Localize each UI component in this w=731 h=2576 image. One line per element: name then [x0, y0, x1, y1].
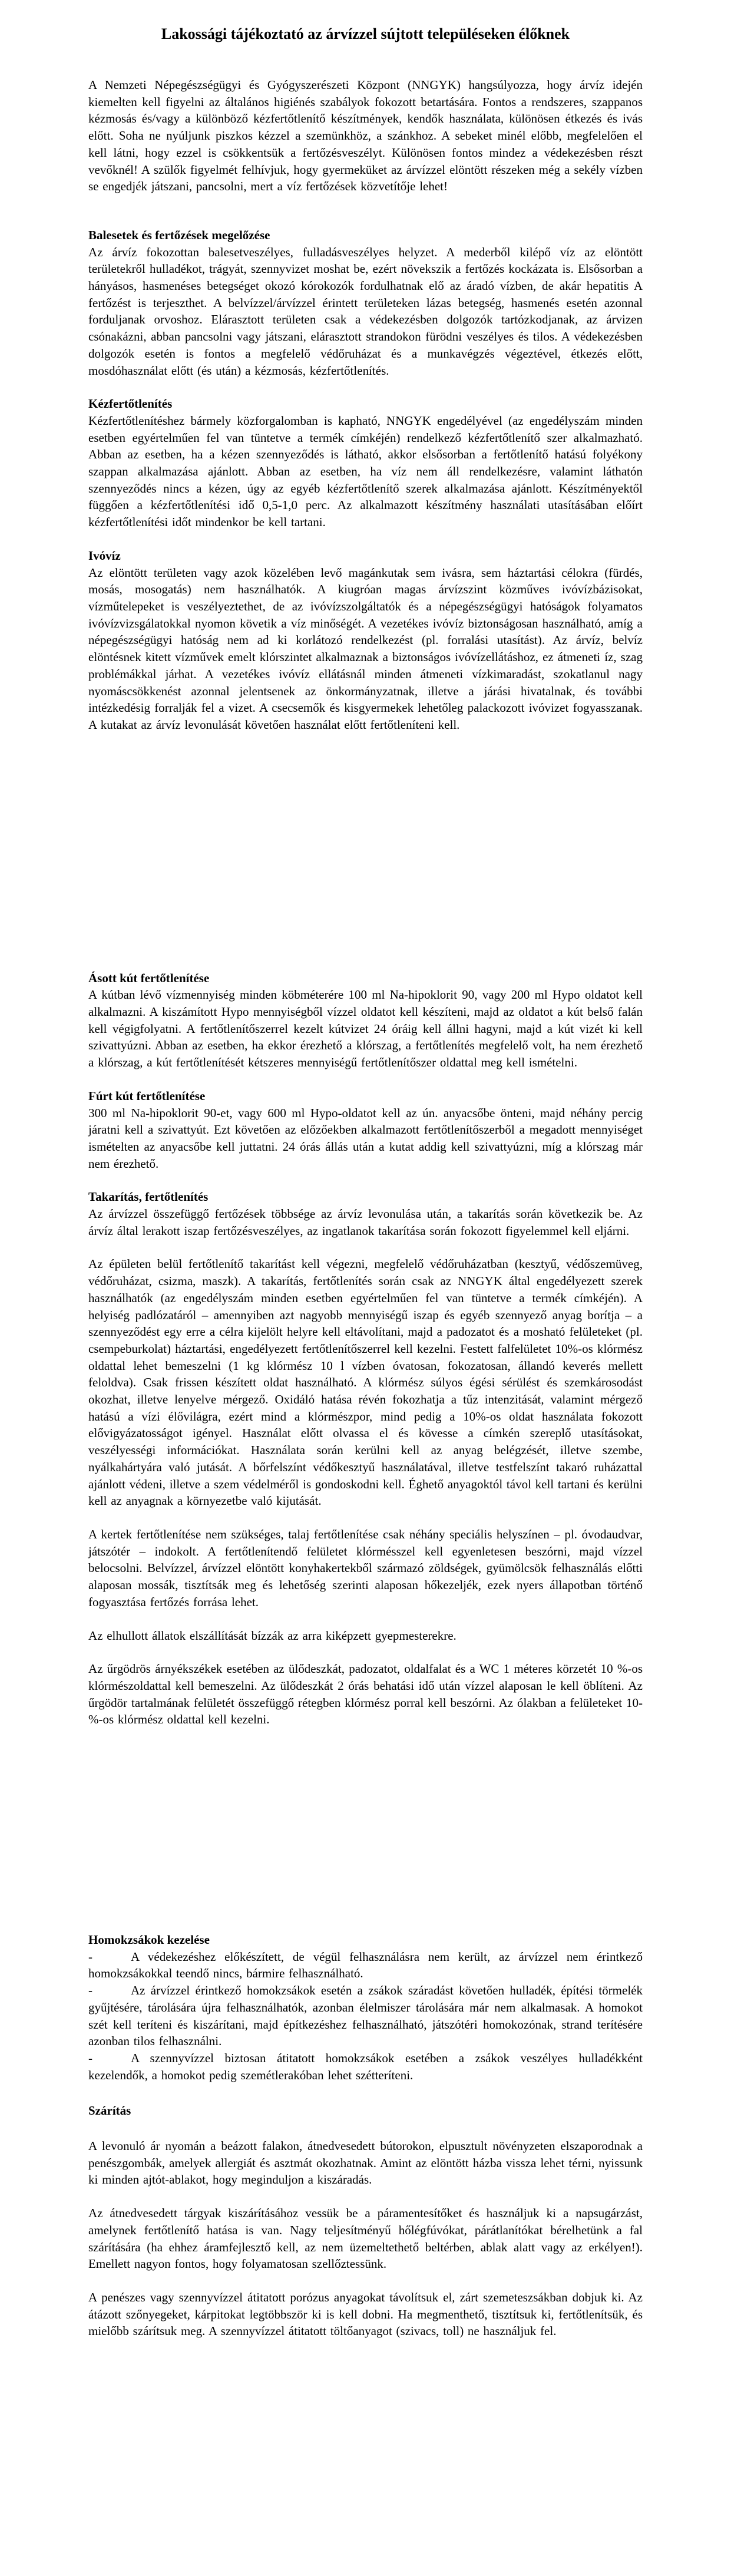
list-item — [88, 1982, 643, 2050]
list-item-text: Az árvízzel érintkező homokzsákok esetén a zsákok száradást követően hulladék, építési törmelék gyűjtésére, tárolására újra felhasználhatók, azonban élelmiszer tárolására már nem alkalmasak. A homokot szét kell teríteni és kiszárítani, majd építkezéshez felhasználható, játszótéri homokozónak, strand terítésére azonban tilos felhasználni. — [88, 1983, 643, 2049]
list-item — [88, 2050, 643, 2083]
body-paragraph: A penészes vagy szennyvízzel átitatott porózus anyagokat távolítsuk el, zárt szemeteszsákban dobjuk ki. Az átázott szőnyegeket, kárpitokat legtöbbször ki is kell dobni. Ha megmenthető, tisztítsuk ki, fertőtlenítsük, és mielőbb szárítsuk meg. A szennyvízzel átitatott töltőanyagot (szivacs, toll) ne használjuk fel. — [88, 2290, 643, 2339]
section-heading: Szárítás — [88, 2103, 131, 2118]
body-paragraph: Az űrgödrös árnyékszékek esetében az ülődeszkát, padozatot, oldalfalat és a WC 1 méteres körzetét 10 %-os klórmészoldattal kell bemeszelni. Az ülődeszkát 2 órás behatási idő után vízzel alaposan le kell öblíteni. Az űrgödör tartalmának felületét összefüggő rétegben klórmész porral kell beszórni. Az ólakban a felületeket 10-%-os klórmész oldattal kell kezelni. — [88, 1662, 643, 1727]
body-paragraph: Az árvíz fokozottan balesetveszélyes, fulladásveszélyes helyzet. A mederből kilépő víz az elöntött területekről hulladékot, trágyát, szennyvizet moshat be, ezért növekszik a fertőzés kockázata is. Elsősorban a hányásos, hasmenéses betegséget okozó kórokozók fordulhatnak elő az áradó vízben, de akár hepatitis A fertőzést is terjeszthet. A belvízzel/árvízzel érintett területeken lázas betegség, hasmenés esetén azonnal forduljanak orvoshoz. Elárasztott területen csak a védekezésben dolgozók tartózkodjanak, az árvizen csónakázni, abban pancsolni vagy játszani, elárasztott strandokon fürödni veszélyes és tilos. A védekezésben dolgozók esetén is fontos a megfelelő védőruházat és a munkavégzés végeztével, étkezés előtt, mosdóhasználat előtt (és után) a kézmosás, kézfertőtlenítés. — [88, 245, 643, 378]
body-paragraph: A levonuló ár nyomán a beázott falakon, átnedvesedett bútorokon, elpusztult növényzeten elszaporodnak a penészgombák, amelyek allergiát és asztmát okozhatnak. Amint az elöntött házba vissza lehet térni, nyissunk ki minden ajtót-ablakot, hogy meginduljon a kiszáradás. — [88, 2139, 643, 2187]
body-paragraph: A kútban lévő vízmennyiség minden köbméterére 100 ml Na-hipoklorit 90, vagy 200 ml Hypo oldatot kell alkalmazni. A kiszámított Hypo mennyiségből vízzel oldatot kell készíteni, majd az oldatot a kút belső falán kell végigfolyatni. A fertőtlenítőszerrel kezelt kútvizet 24 óráig kell állni hagyni, majd a kút vizét ki kell szivattyúzni. Abban az esetben, ha ekkor érezhető a klórszag, a fertőtlenítés megfelelő volt, ha nem érezhető a klórszag, a kút fertőtlenítését kétszeres mennyiségű fertőtlenítőszer oldattal meg kell ismételni. — [88, 988, 643, 1070]
body-paragraph: Az elöntött területen vagy azok közelében levő magánkutak sem ivásra, sem háztartási célokra (fürdés, mosás, mosogatás) nem használhatók. A kiugróan magas árvízszint közműves ivóvízbázisokat, vízműtelepeket is veszélyeztethet, de az ivóvízszolgáltatók és a népegészségügyi hatóságok folyamatos ivóvízvizsgálatokkal nyomon követik a víz minőségét. A vezetékes ivóvíz biztonságosan használható, amíg a népegészségügyi hatóság nem ad ki korlátozó rendelkezést (pl. forralási utasítást). Az árvíz, belvíz elöntésnek kitett vízművek emelt klórszintet alkalmaznak a biztonságos ivóvízellátáshoz, ez átmeneti íz, szag problémákkal járhat. A vezetékes ivóvíz ellátásnál minden átmeneti vízkimaradást, szokatlanul nagy nyomáscsökkenést azonnal jelentsenek az önkormányzatnak, illetve a járási hivatalnak, és további intézkedésig forralják fel a vizet. A csecsemők és kisgyermekek lehetőleg palackozott ivóvizet fogyasszanak. A kutakat az árvíz levonulását követően használat előtt fertőtleníteni kell. — [88, 565, 643, 732]
section-heading: Homokzsákok kezelése — [88, 1933, 210, 1947]
list-item-text: A szennyvízzel biztosan átitatott homokzsákok esetében a zsákok veszélyes hulladékként kezelendők, a homokot pedig szemétlerakóban lehet szétteríteni. — [88, 2050, 643, 2082]
body-paragraph: Az átnedvesedett tárgyak kiszárításához vessük be a páramentesítőket és használjuk ki a napsugárzást, amelynek fertőtlenítő hatása is van. Nagy teljesítményű hőlégfúvókat, párátlanítókat bérelhetünk a fal szárítására (ha ehhez áramfejlesztő kell, az nem üzemeltethető beltérben, ablak alatt vagy az erkélyen!). Emellett nagyon fontos, hogy folyamatosan szellőztessünk. — [88, 2206, 643, 2271]
body-paragraph: Az elhullott állatok elszállítását bízzák az arra kiképzett gyepmesterekre. — [88, 1628, 457, 1643]
page-title: Lakossági tájékoztató az árvízzel sújtott településeken élőknek — [161, 25, 570, 42]
section-heading: Balesetek és fertőzések megelőzése — [88, 227, 270, 242]
list-dash-marker: - — [88, 1983, 92, 1998]
body-paragraph: Az épületen belül fertőtlenítő takarítást kell végezni, megfelelő védőruházatban (kesztyű, védőszemüveg, védőruházat, csizma, maszk). A takarítás, fertőtlenítés során csak az NNGYK által engedélyezett szerek használhatók (az engedélyszám minden esetben egyértelműen fel van tüntetve a termék címkéjén). A helyiség padlózatáról – amennyiben azt nagyobb mennyiségű iszap és egyéb szennyező anyag borítja – a szennyeződést egy erre a célra kijelölt helyre kell eltávolítani, majd a padozatot és a mosható felületeket (pl. csempeburkolat) háztartási, engedélyezett fertőtlenítőszerrel kell kezelni. Festett falfelületet 10%-os klórmész oldattal lehet bemeszelni (1 kg klórmész 10 l vízben óvatosan, fokozatosan, állandó keverés mellett feloldva). Csak frissen készített oldat használható. A klórmész súlyos égési sérülést és szemkárosodást okozhat, illetve lenyelve mérgező. Oxidáló hatása révén fokozhatja a tűz intenzitását, valamint mérgező hatású a vízi élővilágra, ezért mind a klórmészpor, mind pedig a 10%-os oldat használata fokozott elővigyázatosságot igényel. Használat előtt olvassa el és kövesse a címkén szereplő utasításokat, veszélyességi információkat. Használata során kerülni kell az anyag belégzését, illetve szembe, nyálkahártyára való jutását. A bőrfelszínt védőkesztyű használatával, illetve testfelszínt takaró ruházattal ajánlott védeni, illetve a szem védelméről is gondoskodni kell. Éghető anyagoktól távol kell tartani és kerülni kell az anyagnak a környezetbe való kijutását. — [88, 1257, 643, 1508]
section-heading: Ivóvíz — [88, 548, 121, 563]
section-heading: Fúrt kút fertőtlenítése — [88, 1088, 206, 1103]
page-gap — [88, 734, 643, 970]
page-gap — [88, 1728, 643, 1931]
body-paragraph: A kertek fertőtlenítése nem szükséges, talaj fertőtlenítése csak néhány speciális helyszínen – pl. óvodaudvar, játszótér – indokolt. A fertőtlenítendő felületet klórmésszel kell egyenletesen beszórni, majd vízzel belocsolni. Belvízzel, árvízzel elöntött konyhakertekből származó zöldségek, gyümölcsök felhasználás előtti alaposan mossák, tisztítsák meg és lehetőség szerinti alaposan hőkezeljék, ezek nyers állapotban történő fogyasztása fertőzés forrása lehet. — [88, 1527, 643, 1609]
list-dash-marker: - — [88, 2050, 92, 2065]
body-paragraph: Kézfertőtlenítéshez bármely közforgalomban is kapható, NNGYK engedélyével (az engedélyszám minden esetben egyértelműen fel van tüntetve a termék címkéjén) rendelkező kézfertőtlenítő szer alkalmazható. Abban az esetben, ha a kézen szennyeződés is látható, akkor elsősorban a fertőtlenítő hatású folyékony szappan alkalmazása ajánlott. Abban az esetben, ha víz nem áll rendelkezésre, valamint láthatón szennyeződés nincs a kézen, úgy az egyéb kézfertőtlenítő szerek alkalmazása ajánlott. Készítményektől függően a kézfertőtlenítési idő 0,5-1,0 perc. Az alkalmazott készítmény használati utasításában előírt kézfertőtlenítési időt mindenkor be kell tartani. — [88, 413, 643, 530]
list-item — [88, 1948, 643, 1982]
section-heading: Ásott kút fertőtlenítése — [88, 970, 210, 985]
body-paragraph: A Nemzeti Népegészségügyi és Gyógyszerészeti Központ (NNGYK) hangsúlyozza, hogy árvíz idején kiemelten kell figyelni az általános higiénés szabályok fokozott betartására. Fontos a rendszeres, szappanos kézmosás és/vagy a különböző kézfertőtlenítő készítmények, kendők használata, különösen étkezés és ivás előtt. Soha ne nyúljunk piszkos kézzel a szemünkhöz, a szánkhoz. A sebeket minél előbb, megfelelően el kell látni, hogy ezzel is csökkentsük a fertőzésveszélyt. Különösen fontos mindez a védekezésben részt vevőknél! A szülők figyelmét felhívjuk, hogy gyermeküket az árvízzel elöntött részeken még a sekély vízben se engedjék játszani, pancsolni, mert a víz fertőzések közvetítője lehet! — [88, 78, 643, 194]
list-item-text: A védekezéshez előkészített, de végül felhasználásra nem került, az árvízzel nem érintkező homokzsákokkal teendő nincs, bármire felhasználható. — [88, 1949, 643, 1981]
section-heading: Kézfertőtlenítés — [88, 397, 173, 411]
section-heading: Takarítás, fertőtlenítés — [88, 1190, 209, 1204]
body-paragraph: Az árvízzel összefüggő fertőzések többsége az árvíz levonulása után, a takarítás során következik be. Az árvíz által lerakott iszap fertőzésveszélyes, az ingatlanok takarítása során fokozott figyelemmel kell eljárni. — [88, 1207, 643, 1238]
list-dash-marker: - — [88, 1949, 92, 1964]
body-paragraph: 300 ml Na-hipoklorit 90-et, vagy 600 ml Hypo-oldatot kell az ún. anyacsőbe önteni, majd néhány percig járatni kell a szivattyút. Ezt követően az előzőekben alkalmazott fertőtlenítőszerből a megadott mennyiséget ismételten az anyacsőbe kell juttatni. 24 órás állás után a kutat addig kell szivattyúzni, míg a klórszag már nem érezhető. — [88, 1105, 643, 1171]
